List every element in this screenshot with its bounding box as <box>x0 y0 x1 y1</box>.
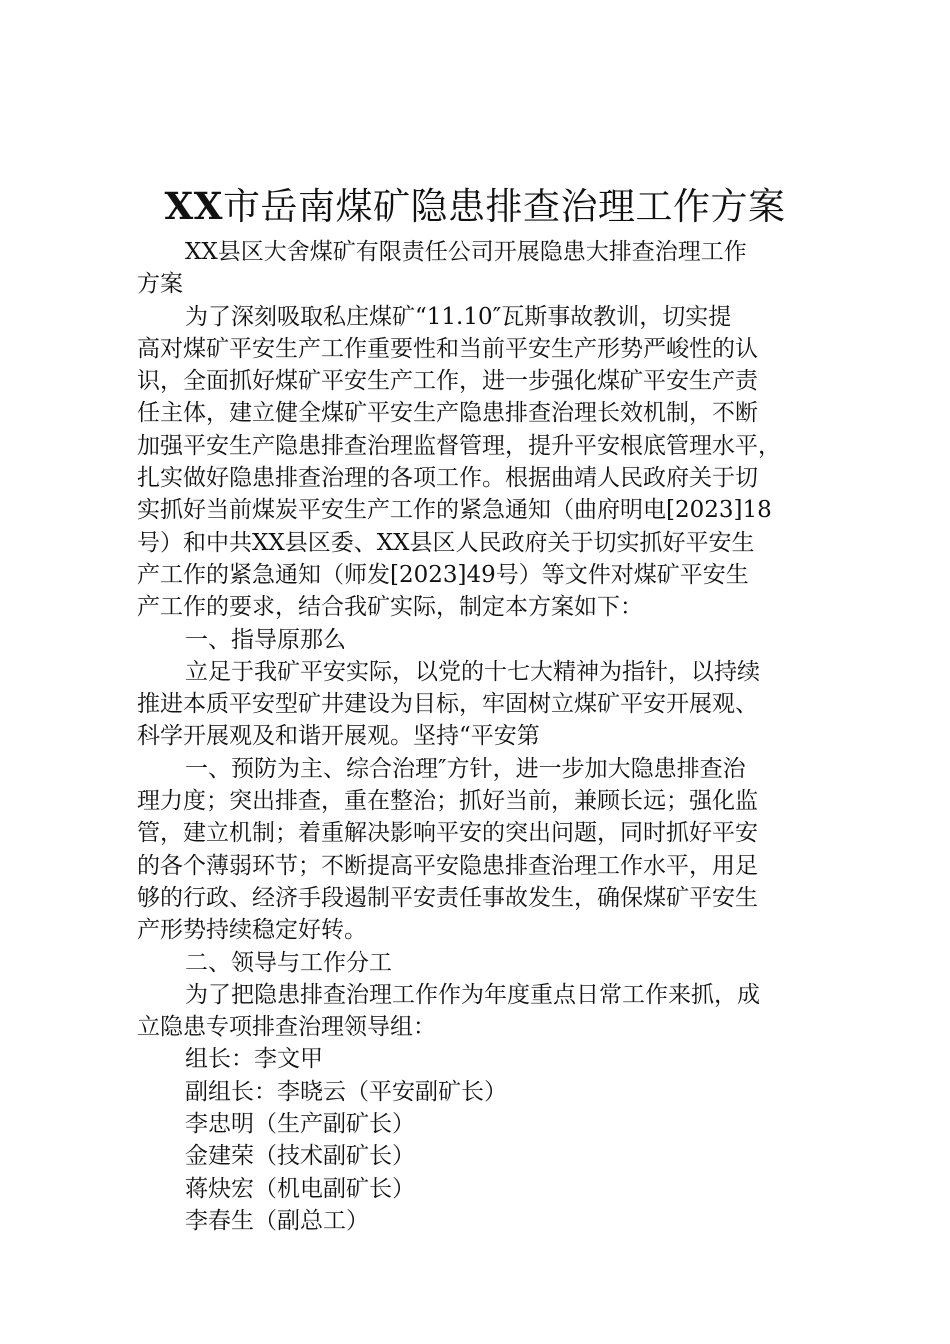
title-text: 市岳南煤矿隐患排查治理工作方案 <box>222 185 786 228</box>
principle-line-9: 产形势持续稳定好转。 <box>137 917 367 944</box>
intro-line-3: 识，全面抓好煤矿平安生产工作，进一步强化煤矿平安生产责 <box>137 368 758 395</box>
subtitle-line-2: 方案 <box>137 271 183 298</box>
subtitle-line-1: XX县区大舍煤矿有限责任公司开展隐患大排查治理工作 <box>185 239 747 265</box>
principle-line-7: 的各个薄弱环节；不断提高平安隐患排查治理工作水平，用足 <box>137 852 758 879</box>
intro-line-8: 号）和中共XX县区委、XX县区人民政府关于切实抓好平安生 <box>137 529 755 556</box>
member-entry: 金建荣（技术副矿长） <box>185 1143 415 1170</box>
leader-entry: 组长：李文甲 <box>185 1046 323 1073</box>
intro-line-4: 任主体，建立健全煤矿平安生产隐患排查治理长效机制，不断 <box>137 400 758 427</box>
intro-line-7: 实抓好当前煤炭平安生产工作的紧急通知（曲府明电[2023]18 <box>137 497 772 524</box>
principle-line-8: 够的行政、经济手段遏制平安责任事故发生，确保煤矿平安生 <box>137 884 758 911</box>
member-entry: 李忠明（生产副矿长） <box>185 1111 415 1138</box>
intro-line-5: 加强平安生产隐患排查治理监督管理，提升平安根底管理水平， <box>137 432 781 459</box>
principle-line-3: 科学开展观及和谐开展观。坚持“平安第 <box>137 723 540 750</box>
principle-line-2: 推进本质平安型矿井建设为目标，牢固树立煤矿平安开展观、 <box>137 691 758 718</box>
intro-line-1: 为了深刻吸取私庄煤矿“11.10″瓦斯事故教训，切实提 <box>185 303 732 330</box>
section-heading-1: 一、指导原那么 <box>185 626 346 653</box>
principle-line-6: 管，建立机制；着重解决影响平安的突出问题，同时抓好平安 <box>137 820 758 847</box>
leadership-line-2: 立隐患专项排查治理领导组： <box>137 1014 436 1041</box>
member-entry: 李春生（副总工） <box>185 1207 369 1234</box>
intro-line-9: 产工作的紧急通知（师发[2023]49号）等文件对煤矿平安生 <box>137 561 749 588</box>
principle-line-4: 一、预防为主、综合治理″方针，进一步加大隐患排查治 <box>185 755 746 782</box>
principle-line-5: 理力度；突出排查，重在整治；抓好当前，兼顾长远；强化监 <box>137 788 758 815</box>
title-prefix: XX <box>164 184 223 228</box>
principle-line-1: 立足于我矿平安实际，以党的十七大精神为指针，以持续 <box>185 658 760 685</box>
section-heading-2: 二、领导与工作分工 <box>185 949 392 976</box>
document-title <box>0 180 950 233</box>
leadership-line-1: 为了把隐患排查治理工作作为年度重点日常工作来抓，成 <box>185 981 760 1008</box>
intro-line-2: 高对煤矿平安生产工作重要性和当前平安生产形势严峻性的认 <box>137 335 758 362</box>
member-entry: 蒋炔宏（机电副矿长） <box>185 1175 415 1202</box>
intro-line-6: 扎实做好隐患排查治理的各项工作。根据曲靖人民政府关于切 <box>137 465 758 492</box>
deputy-leader-entry: 副组长：李晓云（平安副矿长） <box>185 1078 507 1105</box>
document-body <box>137 236 827 1237</box>
intro-line-10: 产工作的要求，结合我矿实际，制定本方案如下： <box>137 594 643 621</box>
